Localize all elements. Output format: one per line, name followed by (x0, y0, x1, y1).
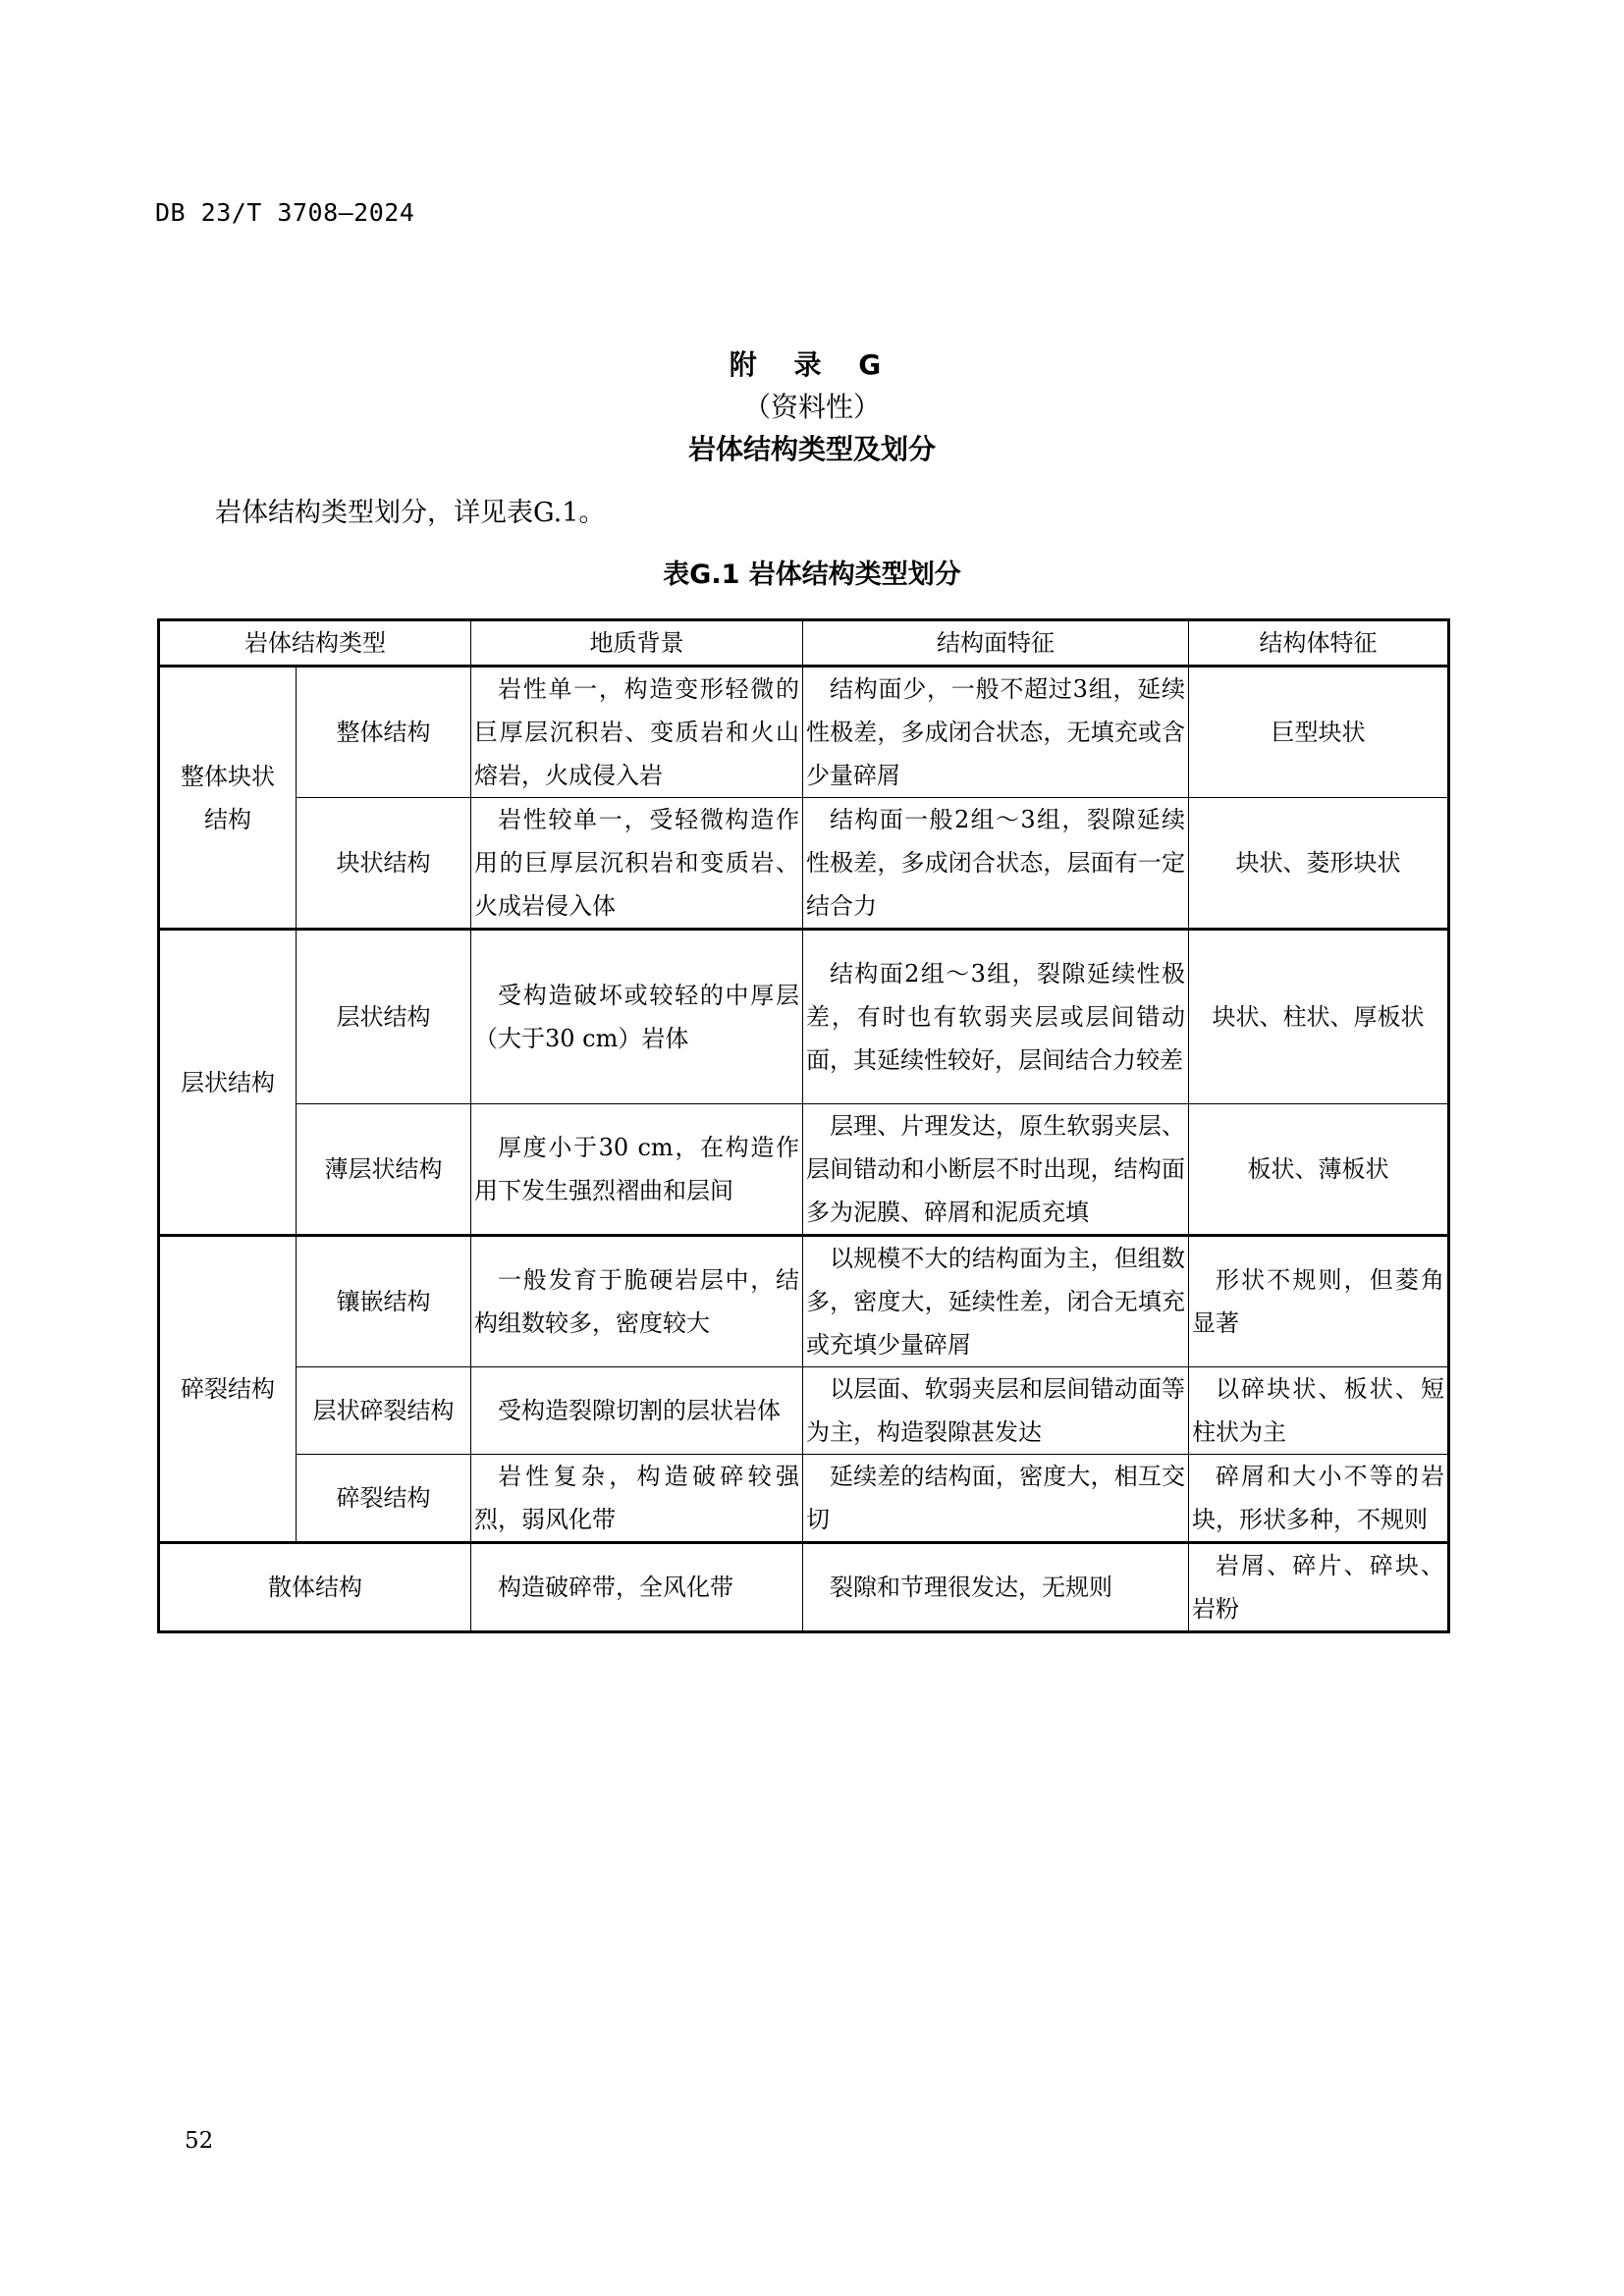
surface-cell: 以层面、软弱夹层和层间错动面等为主，构造裂隙甚发达 (803, 1367, 1189, 1455)
structure-type: 散体结构 (159, 1543, 471, 1632)
surface-cell: 以规模不大的结构面为主，但组数多，密度大，延续性差，闭合无填充或充填少量碎屑 (803, 1236, 1189, 1367)
header-body: 结构体特征 (1189, 620, 1449, 667)
body-cell: 岩屑、碎片、碎块、岩粉 (1189, 1543, 1449, 1632)
geology-cell: 受构造破坏或较轻的中厚层（大于30 cm）岩体 (471, 930, 803, 1104)
geology-cell: 厚度小于30 cm，在构造作用下发生强烈褶曲和层间 (471, 1104, 803, 1236)
body-cell: 块状、菱形块状 (1189, 798, 1449, 930)
surface-cell: 结构面2组～3组，裂隙延续性极差，有时也有软弱夹层或层间错动面，其延续性较好，层间结合力较差 (803, 930, 1189, 1104)
geology-cell: 一般发育于脆硬岩层中，结构组数较多，密度较大 (471, 1236, 803, 1367)
structure-type: 块状结构 (297, 798, 471, 930)
page-number: 52 (185, 2128, 214, 2154)
geology-cell: 受构造裂隙切割的层状岩体 (471, 1367, 803, 1455)
header-geology: 地质背景 (471, 620, 803, 667)
surface-cell: 结构面一般2组～3组，裂隙延续性极差，多成闭合状态，层面有一定结合力 (803, 798, 1189, 930)
header-surface: 结构面特征 (803, 620, 1189, 667)
body-cell: 块状、柱状、厚板状 (1189, 930, 1449, 1104)
table-row (159, 1543, 1449, 1632)
surface-cell: 层理、片理发达，原生软弱夹层、层间错动和小断层不时出现，结构面多为泥膜、碎屑和泥质充填 (803, 1104, 1189, 1236)
document-code: DB 23/T 3708—2024 (155, 198, 415, 227)
intro-paragraph: 岩体结构类型划分，详见表G.1。 (215, 498, 606, 528)
structure-type: 薄层状结构 (297, 1104, 471, 1236)
surface-cell: 延续差的结构面，密度大，相互交切 (803, 1455, 1189, 1543)
surface-cell: 裂隙和节理很发达，无规则 (803, 1543, 1189, 1632)
table-header-row (159, 620, 1449, 667)
body-cell: 板状、薄板状 (1189, 1104, 1449, 1236)
appendix-label: 附 录 G (729, 348, 895, 381)
group-name: 碎裂结构 (159, 1236, 297, 1543)
structure-type: 层状结构 (297, 930, 471, 1104)
group-name: 层状结构 (159, 930, 297, 1236)
table-row (159, 798, 1449, 930)
structure-type: 碎裂结构 (297, 1455, 471, 1543)
structure-type: 层状碎裂结构 (297, 1367, 471, 1455)
surface-cell: 结构面少，一般不超过3组，延续性极差，多成闭合状态，无填充或含少量碎屑 (803, 667, 1189, 798)
body-cell: 以碎块状、板状、短柱状为主 (1189, 1367, 1449, 1455)
header-structure-type: 岩体结构类型 (159, 620, 471, 667)
appendix-title: 岩体结构类型及划分 (687, 433, 936, 465)
rock-structure-table (157, 618, 1450, 1633)
table-row (159, 930, 1449, 1104)
appendix-nature: （资料性） (742, 391, 881, 423)
structure-type: 整体结构 (297, 667, 471, 798)
group-name: 整体块状结构 (159, 667, 297, 930)
table-caption: 表G.1 岩体结构类型划分 (663, 560, 961, 590)
table-row (159, 1455, 1449, 1543)
table-row (159, 1236, 1449, 1367)
body-cell: 巨型块状 (1189, 667, 1449, 798)
table-row (159, 1104, 1449, 1236)
geology-cell: 岩性单一，构造变形轻微的巨厚层沉积岩、变质岩和火山熔岩，火成侵入岩 (471, 667, 803, 798)
geology-cell: 岩性较单一，受轻微构造作用的巨厚层沉积岩和变质岩、火成岩侵入体 (471, 798, 803, 930)
table-row (159, 667, 1449, 798)
body-cell: 形状不规则，但菱角显著 (1189, 1236, 1449, 1367)
geology-cell: 岩性复杂，构造破碎较强烈，弱风化带 (471, 1455, 803, 1543)
geology-cell: 构造破碎带，全风化带 (471, 1543, 803, 1632)
body-cell: 碎屑和大小不等的岩块，形状多种，不规则 (1189, 1455, 1449, 1543)
table-row (159, 1367, 1449, 1455)
structure-type: 镶嵌结构 (297, 1236, 471, 1367)
